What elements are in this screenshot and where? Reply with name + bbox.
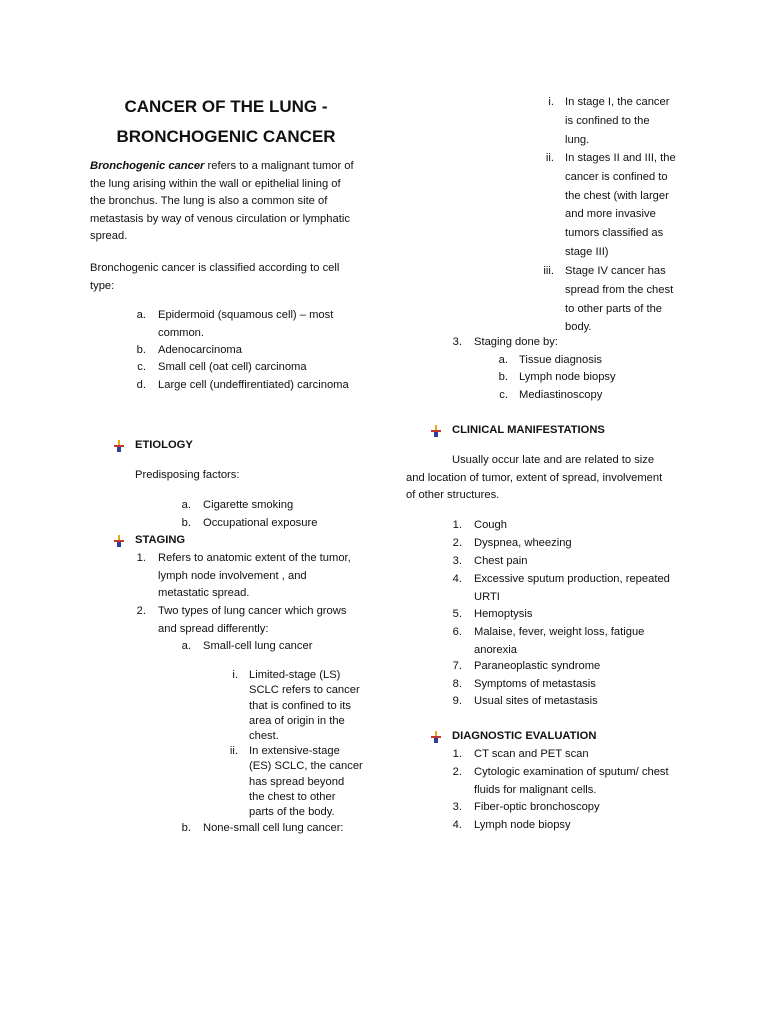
list-marker: c. [499, 389, 508, 401]
list-item-line: common. [158, 326, 205, 339]
list-item: Usual sites of metastasis [474, 695, 598, 707]
clinical-intro [406, 452, 696, 505]
list-marker: i. [232, 669, 238, 681]
list-item [474, 624, 704, 659]
list-item-line: cancer is confined to [565, 170, 668, 183]
list-item: None-small cell lung cancer: [203, 822, 344, 834]
list-item-line: SCLC refers to cancer [249, 684, 360, 697]
list-marker: 2. [136, 605, 146, 617]
list-marker: 6. [452, 626, 462, 638]
list-item: Dyspnea, wheezing [474, 537, 572, 549]
list-marker: a. [498, 354, 508, 366]
list-marker: b. [181, 517, 191, 529]
list-item-line: In stage I, the cancer [565, 96, 670, 108]
list-item-line: has spread beyond [249, 775, 345, 788]
document-title [92, 92, 360, 152]
list-marker: c. [137, 361, 146, 373]
list-item [249, 668, 389, 744]
list-marker: d. [136, 379, 146, 391]
list-item: Tissue diagnosis [519, 354, 602, 366]
list-marker: b. [498, 371, 508, 383]
list-item-line: In extensive-stage [249, 745, 340, 757]
clinical-intro-line: of other structures. [406, 489, 500, 501]
list-item-line: to other parts of the [565, 302, 663, 315]
intro-line: the bronchus. The lung is also a common site of [90, 195, 328, 207]
list-item [474, 571, 704, 606]
list-item-line: body. [565, 321, 592, 334]
list-item-line: Excessive sputum production, repeated [474, 573, 670, 585]
list-item [565, 93, 725, 149]
list-item [565, 149, 725, 262]
list-marker: 7. [452, 660, 462, 672]
list-marker: b. [181, 822, 191, 834]
list-marker: a. [136, 309, 146, 321]
list-marker: b. [136, 344, 146, 356]
list-item: Paraneoplastic syndrome [474, 660, 601, 672]
list-item-line: the chest (with larger [565, 189, 669, 202]
list-item: Small-cell lung cancer [203, 640, 313, 652]
list-item: Mediastinoscopy [519, 389, 603, 401]
list-item [474, 764, 704, 799]
list-item: Cough [474, 519, 507, 531]
list-item-line: fluids for malignant cells. [474, 783, 597, 796]
list-item-line: and spread differently: [158, 622, 269, 635]
title-line-2: BRONCHOGENIC CANCER [116, 127, 336, 146]
list-item-line: chest. [249, 730, 279, 743]
clinical-intro-line: Usually occur late and are related to size [452, 454, 655, 466]
list-marker: 1. [452, 519, 462, 531]
list-item: Large cell (undeffirentiated) carcinoma [158, 379, 349, 391]
list-item [158, 307, 378, 342]
classification-line: type: [90, 279, 115, 292]
list-item: Adenocarcinoma [158, 344, 242, 356]
list-item: Staging done by: [474, 336, 558, 348]
etiology-heading: ETIOLOGY [135, 439, 193, 451]
list-item: Small cell (oat cell) carcinoma [158, 361, 307, 373]
list-item-line: that is confined to its [249, 699, 351, 712]
list-item-line: Epidermoid (squamous cell) – most [158, 309, 334, 321]
list-item-line: Limited-stage (LS) [249, 669, 341, 681]
list-item: Cigarette smoking [203, 499, 294, 511]
list-item-line: metastatic spread. [158, 587, 250, 599]
list-marker: 2. [452, 766, 462, 778]
list-item: Hemoptysis [474, 608, 533, 620]
list-marker: 3. [452, 555, 462, 567]
list-item-line: parts of the body. [249, 806, 335, 819]
staging-heading: STAGING [135, 534, 186, 546]
list-item-line: Stage IV cancer has [565, 265, 666, 277]
list-item-line: spread from the chest [565, 283, 674, 296]
list-marker: 4. [452, 573, 462, 585]
classification-paragraph [90, 260, 380, 295]
list-item: Occupational exposure [203, 517, 318, 529]
bullet-icon [431, 425, 441, 437]
list-item-line: lung. [565, 133, 590, 146]
etiology-subtitle: Predisposing factors: [135, 469, 240, 481]
title-line-1: CANCER OF THE LUNG - [124, 97, 328, 116]
list-item [158, 603, 383, 638]
list-item-line: area of origin in the [249, 714, 345, 727]
list-marker: 2. [452, 537, 462, 549]
list-marker: a. [181, 640, 191, 652]
list-item: Lymph node biopsy [519, 371, 616, 383]
list-marker: 5. [452, 608, 462, 620]
bullet-icon [114, 440, 124, 452]
list-marker: 8. [452, 678, 462, 690]
list-item-line: tumors classified as [565, 227, 664, 240]
clinical-heading: CLINICAL MANIFESTATIONS [452, 424, 605, 436]
list-marker: a. [181, 499, 191, 511]
list-marker: 1. [452, 748, 462, 760]
list-item-line: URTI [474, 590, 500, 603]
list-item [565, 262, 725, 337]
list-item-line: Malaise, fever, weight loss, fatigue [474, 626, 645, 638]
intro-line: metastasis by way of venous circulation or lymphatic [90, 212, 350, 225]
list-item: Fiber-optic bronchoscopy [474, 801, 600, 813]
list-marker: i. [548, 96, 554, 108]
list-item-line: In stages II and III, the [565, 152, 676, 164]
list-item-line: the chest to other [249, 790, 336, 803]
list-item-line: and more invasive [565, 208, 656, 221]
list-item-line: anorexia [474, 643, 517, 656]
intro-line: spread. [90, 230, 128, 242]
list-marker: 9. [452, 695, 462, 707]
list-item: Lymph node biopsy [474, 819, 571, 831]
list-marker: 3. [452, 801, 462, 813]
list-item: Symptoms of metastasis [474, 678, 596, 690]
clinical-intro-line: and location of tumor, extent of spread, involvement [406, 471, 663, 484]
list-item [249, 744, 389, 820]
list-item [158, 550, 383, 603]
list-item: Chest pain [474, 555, 528, 567]
intro-paragraph [90, 158, 380, 246]
list-item-line: Refers to anatomic extent of the tumor, [158, 552, 351, 564]
list-item-line: (ES) SCLC, the cancer [249, 760, 363, 773]
list-marker: ii. [229, 745, 238, 757]
bullet-icon [114, 535, 124, 547]
list-item-line: Cytologic examination of sputum/ chest [474, 766, 669, 778]
list-marker: 1. [136, 552, 146, 564]
list-item-line: lymph node involvement , and [158, 569, 307, 582]
intro-line: refers to a malignant tumor of [204, 160, 354, 172]
list-marker: ii. [545, 152, 554, 164]
list-item: CT scan and PET scan [474, 748, 589, 760]
bullet-icon [431, 731, 441, 743]
list-item-line: Two types of lung cancer which grows [158, 605, 347, 617]
list-item-line: is confined to the [565, 114, 650, 127]
list-marker: 3. [452, 336, 462, 348]
list-marker: 4. [452, 819, 462, 831]
classification-line: Bronchogenic cancer is classified according to cell [90, 262, 340, 274]
intro-line: the lung arising within the wall or epithelial lining of [90, 177, 341, 190]
diagnostic-heading: DIAGNOSTIC EVALUATION [452, 730, 597, 742]
list-item-line: stage III) [565, 245, 609, 258]
intro-term: Bronchogenic cancer [90, 160, 205, 172]
list-marker: iii. [543, 265, 554, 277]
